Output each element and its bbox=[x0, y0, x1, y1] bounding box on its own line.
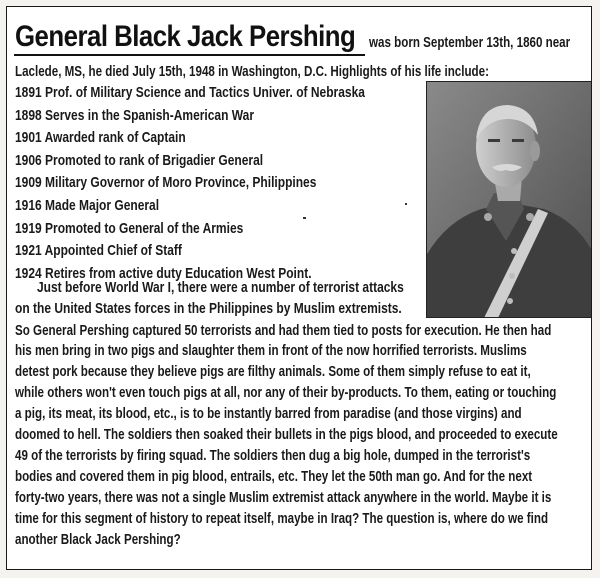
headline: General Black Jack Pershing bbox=[15, 20, 356, 53]
newspaper-clipping bbox=[6, 6, 592, 570]
highlight-item: 1898 Serves in the Spanish-American War bbox=[15, 106, 254, 124]
highlights-list bbox=[15, 82, 452, 285]
body-line: forty-two years, there was not a single Muslim extremist attack anywhere in the world. Maybe it is bbox=[15, 490, 552, 506]
body-line: detest pork because they believe pigs are filthy animals. Some of them simply refuse to eat it, bbox=[15, 364, 531, 380]
headline-underline bbox=[14, 54, 365, 56]
highlight-item: 1919 Promoted to General of the Armies bbox=[15, 219, 244, 237]
body-line: time for this segment of history to repeat itself, maybe in Iraq? The question is, where do we find bbox=[15, 511, 549, 527]
body-line: another Black Jack Pershing? bbox=[15, 532, 181, 548]
body-line: 49 of the terrorists by firing squad. The soldiers then dug a big hole, dumped in the terrorist's bbox=[15, 448, 531, 464]
print-speck bbox=[405, 203, 407, 205]
highlight-item: 1901 Awarded rank of Captain bbox=[15, 129, 186, 147]
body-line: while others won't even touch pigs at all, nor any of their by-products. To them, eating or touching bbox=[15, 385, 557, 401]
portrait-illustration bbox=[426, 81, 592, 318]
body-line: doomed to hell. The soldiers then soaked their bullets in the pigs blood, and proceeded to execute bbox=[15, 427, 558, 443]
body-line: a pig, its meat, its blood, etc., is to be instantly barred from paradise (and those virgins) and bbox=[15, 406, 522, 422]
print-speck bbox=[303, 217, 306, 219]
highlight-item: 1909 Military Governor of Moro Province, Philippines bbox=[15, 174, 317, 192]
intro-text-part1: was born September 13th, 1860 near bbox=[369, 35, 571, 51]
highlight-item: 1891 Prof. of Military Science and Tactics Univer. of Nebraska bbox=[15, 84, 365, 101]
highlight-item: 1924 Retires from active duty Education West Point. bbox=[15, 264, 312, 282]
highlight-item: 1906 Promoted to rank of Brigadier General bbox=[15, 151, 264, 169]
highlight-item: 1916 Made Major General bbox=[15, 196, 160, 214]
body-line: on the United States forces in the Philippines by Muslim extremists. bbox=[15, 300, 402, 317]
body-line: his men bring in two pigs and slaughter them in front of the now horrified terrorists. Muslims bbox=[15, 343, 527, 359]
intro-text-part2: Laclede, MS, he died July 15th, 1948 in Washington, D.C. Highlights of his life include: bbox=[15, 64, 489, 80]
pershing-portrait bbox=[426, 81, 592, 318]
body-line: bodies and covered them in pig blood, entrails, etc. They let the 50th man go. And for the next bbox=[15, 469, 533, 485]
highlight-item: 1921 Appointed Chief of Staff bbox=[15, 242, 182, 260]
body-line: Just before World War I, there were a number of terrorist attacks bbox=[37, 279, 404, 296]
body-line: So General Pershing captured 50 terrorists and had them tied to posts for execution. He then had bbox=[15, 323, 552, 339]
